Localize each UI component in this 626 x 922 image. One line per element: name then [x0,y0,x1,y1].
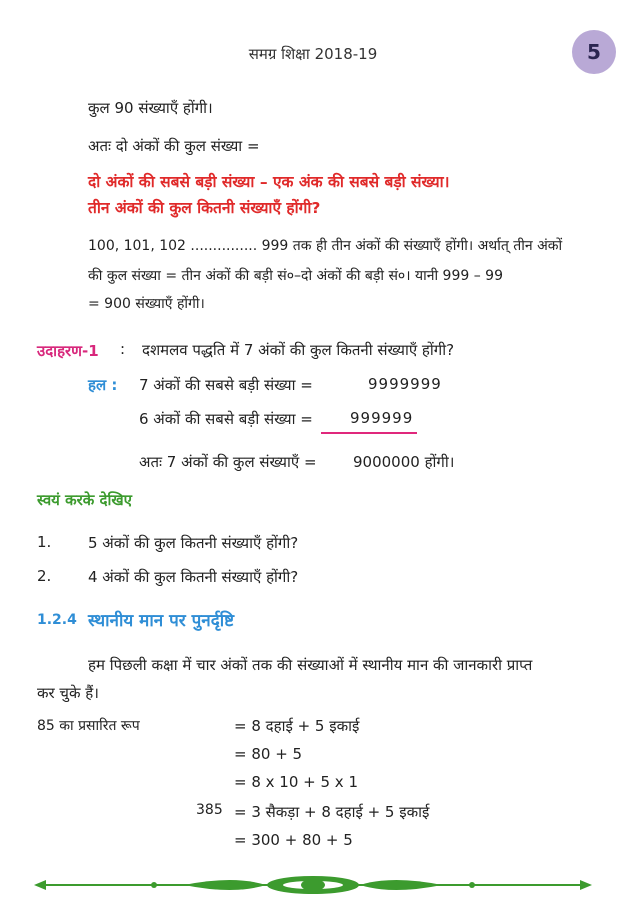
expansion-row-3: = 8 x 10 + 5 x 1 [234,773,358,791]
example-question: दशमलव पद्धति में 7 अंकों की कुल कितनी संख्याएँ होंगी? [142,341,455,359]
expansion-second-row-1: = 3 सैकड़ा + 8 दहाई + 5 इकाई [234,803,430,821]
expansion-second-label: 385 [196,802,223,818]
solution-step-1-text: 7 अंकों की सबसे बड़ी संख्या = [139,376,313,394]
exercise-number-2: 2. [37,567,52,585]
example-colon: : [120,340,126,358]
decorative-divider [34,870,592,900]
exercise-item-2: 4 अंकों की कुल कितनी संख्याएँ होंगी? [88,568,299,586]
solution-step-1-value: 9999999 [368,375,442,393]
running-header: समग्र शिक्षा 2018-19 [248,45,378,63]
highlight-statement: दो अंकों की सबसे बड़ी संख्या – एक अंक की सबसे बड़ी संख्या। [88,173,450,191]
highlight-question: तीन अंकों की कुल कितनी संख्याएँ होंगी? [88,199,321,217]
solution-step-3-text: अतः 7 अंकों की कुल संख्याएँ = [139,453,317,471]
expansion-row-1: = 8 दहाई + 5 इकाई [234,717,360,735]
example-label: उदाहरण-1 [37,342,99,360]
exercise-item-1: 5 अंकों की कुल कितनी संख्याएँ होंगी? [88,534,299,552]
expansion-row-2: = 80 + 5 [234,745,303,763]
solution-step-3-value: 9000000 होंगी। [353,453,455,471]
expansion-second-row-2: = 300 + 80 + 5 [234,831,353,849]
section-number: 1.2.4 [37,612,77,628]
paragraph-line-3: = 900 संख्याएँ होंगी। [88,296,205,312]
subtraction-underline [321,432,417,434]
expansion-label: 85 का प्रसारित रूप [37,718,140,734]
intro-line-1: कुल 90 संख्याएँ होंगी। [88,99,213,117]
solution-step-2-text: 6 अंकों की सबसे बड़ी संख्या = [139,410,313,428]
exercise-number-1: 1. [37,533,52,551]
try-yourself-heading: स्वयं करके देखिए [37,491,132,509]
page-number-badge: 5 [572,30,616,74]
solution-step-2-value: 999999 [350,409,414,427]
section-paragraph-line-1: हम पिछली कक्षा में चार अंकों तक की संख्याओं में स्थानीय मान की जानकारी प्राप्त [88,656,533,674]
paragraph-line-2: की कुल संख्या = तीन अंकों की बड़ी सं०–दो अंकों की बड़ी सं०। यानी 999 – 99 [88,268,503,284]
solution-label: हल : [88,376,118,394]
intro-line-2: अतः दो अंकों की कुल संख्या = [88,137,260,155]
section-paragraph-line-2: कर चुके हैं। [37,684,99,702]
paragraph-line-1: 100, 101, 102 ............... 999 तक ही तीन अंकों की संख्याएँ होंगी। अर्थात् तीन अंकों [88,238,563,254]
section-title: स्थानीय मान पर पुनर्दृष्टि [88,611,235,631]
